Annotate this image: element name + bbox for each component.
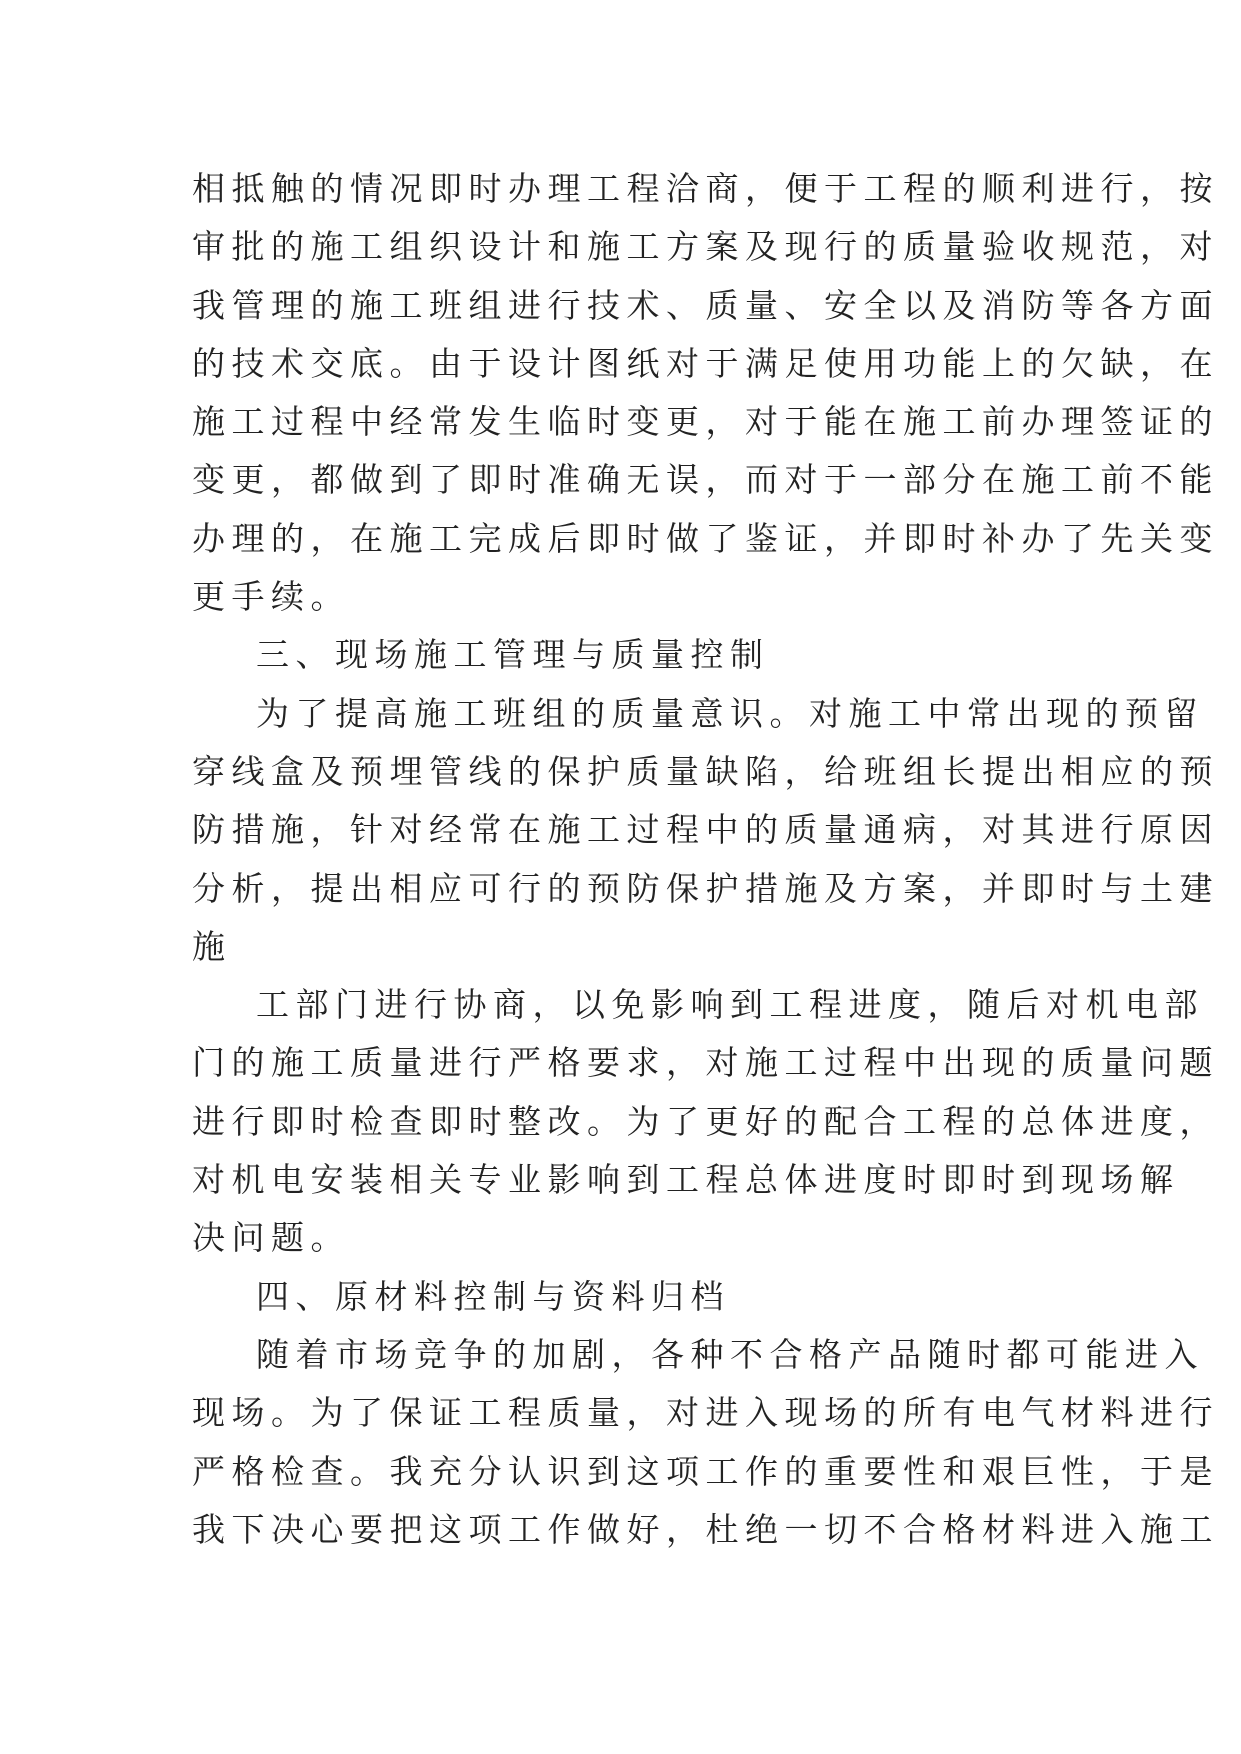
text-line: 穿线盒及预埋管线的保护质量缺陷，给班组长提出相应的预 <box>192 751 1219 791</box>
text-line: 决问题。 <box>192 1218 350 1258</box>
text-line: 门的施工质量进行严格要求，对施工过程中出现的质量问题 <box>192 1043 1219 1083</box>
text-line: 为了提高施工班组的质量意识。对施工中常出现的预留 <box>256 693 1204 733</box>
text-line: 施工过程中经常发生临时变更，对于能在施工前办理签证的 <box>192 402 1219 442</box>
text-line: 变更，都做到了即时准确无误，而对于一部分在施工前不能 <box>192 460 1219 500</box>
section-heading: 四、原材料控制与资料归档 <box>256 1276 730 1316</box>
text-line: 相抵触的情况即时办理工程洽商，便于工程的顺利进行，按 <box>192 169 1219 208</box>
text-line: 办理的，在施工完成后即时做了鉴证，并即时补办了先关变 <box>192 518 1219 558</box>
text-line: 更手续。 <box>192 577 350 617</box>
body-text <box>192 160 1219 1559</box>
text-line: 工部门进行协商，以免影响到工程进度，随后对机电部 <box>256 985 1204 1025</box>
text-line: 我管理的施工班组进行技术、质量、安全以及消防等各方面 <box>192 285 1219 325</box>
text-line: 现场。为了保证工程质量，对进入现场的所有电气材料进行 <box>192 1393 1219 1433</box>
text-line: 进行即时检查即时整改。为了更好的配合工程的总体进度， <box>192 1101 1219 1141</box>
text-line: 的技术交底。由于设计图纸对于满足使用功能上的欠缺，在 <box>192 343 1219 383</box>
section-heading: 三、现场施工管理与质量控制 <box>256 635 770 675</box>
text-line: 施 <box>192 926 232 966</box>
text-line: 分析，提出相应可行的预防保护措施及方案，并即时与土建 <box>192 868 1219 908</box>
text-line: 审批的施工组织设计和施工方案及现行的质量验收规范，对 <box>192 227 1219 267</box>
text-line: 防措施，针对经常在施工过程中的质量通病，对其进行原因 <box>192 810 1219 850</box>
text-line: 严格检查。我充分认识到这项工作的重要性和艰巨性，于是 <box>192 1451 1219 1491</box>
text-line: 随着市场竞争的加剧，各种不合格产品随时都可能进入 <box>256 1334 1204 1374</box>
text-line: 对机电安装相关专业影响到工程总体进度时即时到现场解 <box>192 1160 1180 1200</box>
text-line: 我下决心要把这项工作做好，杜绝一切不合格材料进入施工 <box>192 1509 1219 1549</box>
